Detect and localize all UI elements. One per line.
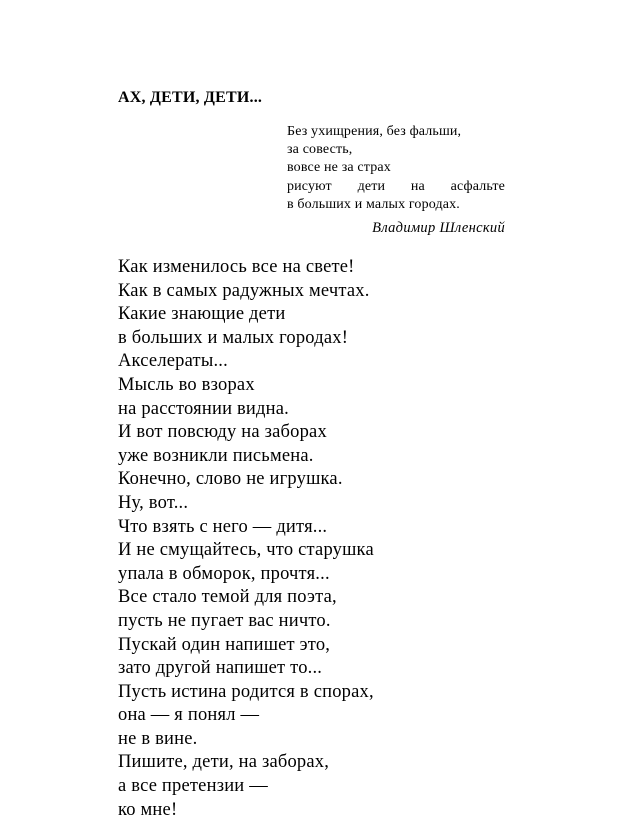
epigraph-line-1: Без ухищрения, без фальши,: [287, 124, 462, 139]
poem-line-6: Мысль во взорах: [118, 374, 255, 395]
poem-line-5: Акселераты...: [118, 351, 228, 372]
poem-line-7: на расстоянии видна.: [118, 398, 289, 419]
epigraph-line-4: рисуют дети на асфальте: [287, 178, 505, 194]
poem-title: АХ, ДЕТИ, ДЕТИ...: [118, 89, 263, 106]
poem-line-13: И не смущайтесь, что старушка: [118, 540, 374, 561]
poem-line-20: она — я понял —: [118, 705, 260, 726]
poem-line-10: Конечно, слово не игрушка.: [118, 469, 343, 490]
poem-line-24: ко мне!: [118, 799, 178, 820]
poem-line-1: Как изменилось все на свете!: [118, 257, 355, 277]
poem-line-19: Пусть истина родится в спорах,: [118, 681, 374, 702]
epigraph-line-3: вовсе не за страх: [287, 160, 391, 176]
poem-line-14: упала в обморок, прочтя...: [118, 563, 330, 584]
epigraph-line-2: за совесть,: [287, 142, 353, 158]
poem-line-3: Какие знающие дети: [118, 304, 286, 325]
epigraph: [287, 123, 505, 240]
poem-line-16: пусть не пугает вас ничто.: [118, 610, 331, 631]
poem-body: [118, 256, 374, 822]
poem-line-2: Как в самых радужных мечтах.: [118, 280, 370, 301]
poem-line-18: зато другой напишет то...: [118, 658, 323, 679]
poem-line-22: Пишите, дети, на заборах,: [118, 752, 330, 773]
poem-line-12: Что взять с него — дитя...: [118, 516, 328, 537]
epigraph-line-5: в больших и малых городах.: [287, 196, 460, 212]
poem-line-15: Все стало темой для поэта,: [118, 587, 337, 608]
poem-line-9: уже возникли письмена.: [118, 445, 314, 466]
epigraph-author: Владимир Шленский: [372, 220, 505, 237]
poem-line-23: а все претензии —: [118, 776, 268, 797]
poem-line-11: Ну, вот...: [118, 492, 189, 513]
poem-line-4: в больших и малых городах!: [118, 327, 349, 348]
poem-line-21: не в вине.: [118, 728, 198, 749]
poem-line-17: Пускай один напишет это,: [118, 634, 331, 655]
poem-line-8: И вот повсюду на заборах: [118, 422, 327, 443]
